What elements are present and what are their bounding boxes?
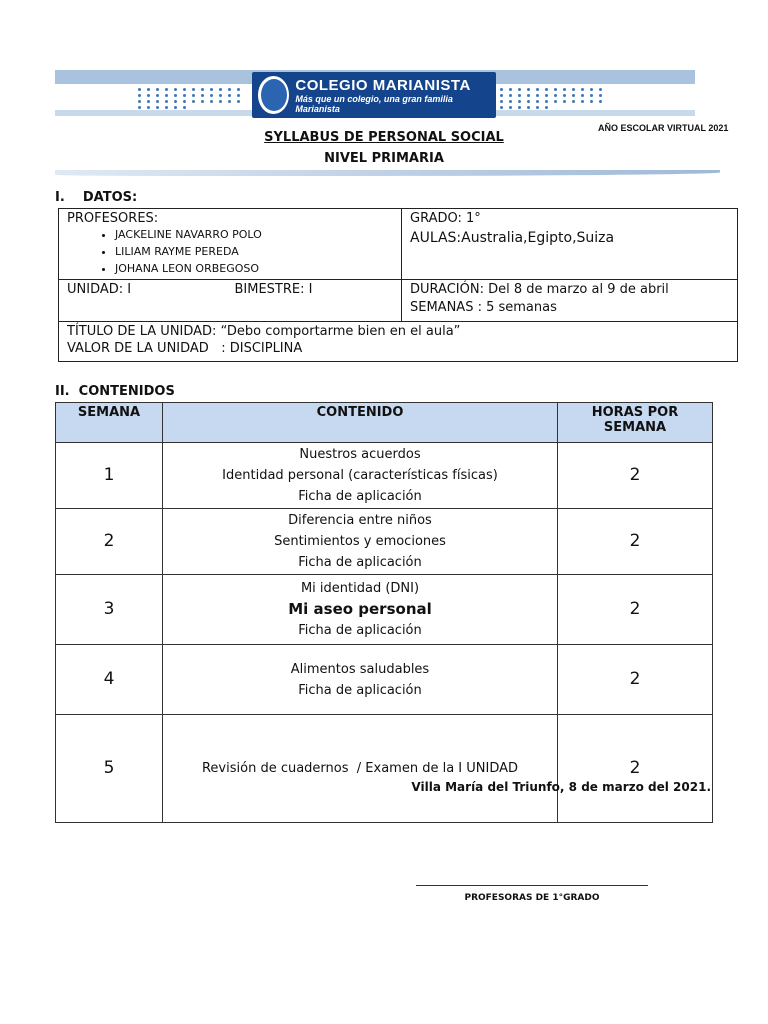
contenido-line: Mi aseo personal — [288, 600, 432, 618]
contenido-cell — [163, 575, 558, 645]
horas-cell: 2 — [558, 575, 713, 645]
bimestre: BIMESTRE: I — [234, 282, 313, 297]
contenido-line: Diferencia entre niños — [288, 513, 432, 528]
profesores-cell — [59, 209, 402, 280]
duracion: DURACIÓN: Del 8 de marzo al 9 de abril — [410, 282, 669, 297]
table-row — [56, 645, 713, 715]
col-horas-header — [558, 403, 713, 443]
crest-icon — [258, 76, 289, 114]
contenidos-table — [55, 402, 713, 823]
table-row — [56, 443, 713, 509]
grado: GRADO: 1° — [410, 211, 481, 226]
horas-cell: 2 — [558, 715, 713, 823]
contenido-line: Revisión de cuadernos / Examen de la I UNIDAD — [201, 761, 519, 776]
horas-cell: 2 — [558, 645, 713, 715]
contenido-line: Mi identidad (DNI) — [300, 581, 420, 596]
profesor-item: • LILIAM RAYME PEREDA — [115, 243, 393, 260]
contenido-line: Nuestros acuerdos — [299, 447, 421, 462]
table-row — [56, 575, 713, 645]
semanas: SEMANAS : 5 semanas — [410, 300, 557, 315]
contenido-cell — [163, 715, 558, 823]
document-level: NIVEL PRIMARIA — [324, 151, 444, 166]
horas-cell: 2 — [558, 443, 713, 509]
school-logo — [252, 72, 496, 118]
semana-cell: 5 — [56, 715, 163, 823]
profesor-item: • JOHANA LEON ORBEGOSO — [115, 260, 393, 277]
duracion-cell — [402, 280, 738, 322]
contenido-line: Sentimientos y emociones — [274, 534, 446, 549]
unidad-cell — [59, 280, 402, 322]
semana-cell: 3 — [56, 575, 163, 645]
contenido-line: Identidad personal (características físicas) — [222, 468, 498, 483]
document-title: SYLLABUS DE PERSONAL SOCIAL — [264, 130, 504, 145]
contenido-cell — [163, 443, 558, 509]
profesores-label: PROFESORES: — [67, 211, 159, 226]
titulo-cell — [59, 322, 738, 362]
profesores-list — [67, 226, 393, 277]
horas-header-line: HORAS POR — [591, 405, 679, 420]
signature-line — [416, 885, 648, 886]
school-year: AÑO ESCOLAR VIRTUAL 2021 — [598, 123, 729, 133]
table-row — [56, 715, 713, 823]
section-datos-heading: I. DATOS: — [55, 190, 138, 205]
col-semana-header: SEMANA — [56, 403, 163, 443]
semana-cell: 1 — [56, 443, 163, 509]
semana-cell: 4 — [56, 645, 163, 715]
school-name: COLEGIO MARIANISTA — [295, 76, 471, 94]
contenido-cell — [163, 645, 558, 715]
datos-table — [58, 208, 738, 362]
table-row — [56, 509, 713, 575]
decorative-dots-left — [138, 88, 246, 108]
valor-unidad: VALOR DE LA UNIDAD : DISCIPLINA — [67, 341, 303, 356]
contenido-cell — [163, 509, 558, 575]
aulas: AULAS:Australia,Egipto,Suiza — [410, 230, 615, 246]
unidad: UNIDAD: I — [67, 282, 132, 297]
contenido-line: Ficha de aplicación — [298, 623, 422, 638]
horas-header-line: SEMANA — [603, 420, 667, 435]
semana-cell: 2 — [56, 509, 163, 575]
section-contenidos-heading: II. CONTENIDOS — [55, 384, 175, 399]
contenido-line: Ficha de aplicación — [298, 489, 422, 504]
titulo-unidad: TÍTULO DE LA UNIDAD: “Debo comportarme bien en el aula” — [67, 324, 461, 339]
contenido-line: Ficha de aplicación — [298, 555, 422, 570]
school-tagline: Más que un colegio, una gran familia Marianista — [295, 93, 453, 114]
grado-cell — [402, 209, 738, 280]
horas-cell: 2 — [558, 509, 713, 575]
place-date: Villa María del Triunfo, 8 de marzo del 2021. — [411, 780, 711, 794]
profesor-item: • JACKELINE NAVARRO POLO — [115, 226, 393, 243]
signature-label: PROFESORAS DE 1°GRADO — [464, 893, 600, 903]
contenido-line: Alimentos saludables — [290, 661, 430, 677]
contenido-line: Ficha de aplicación — [298, 682, 422, 698]
col-contenido-header: CONTENIDO — [163, 403, 558, 443]
decorative-dots-right — [500, 88, 608, 108]
decorative-swoosh — [55, 170, 720, 176]
